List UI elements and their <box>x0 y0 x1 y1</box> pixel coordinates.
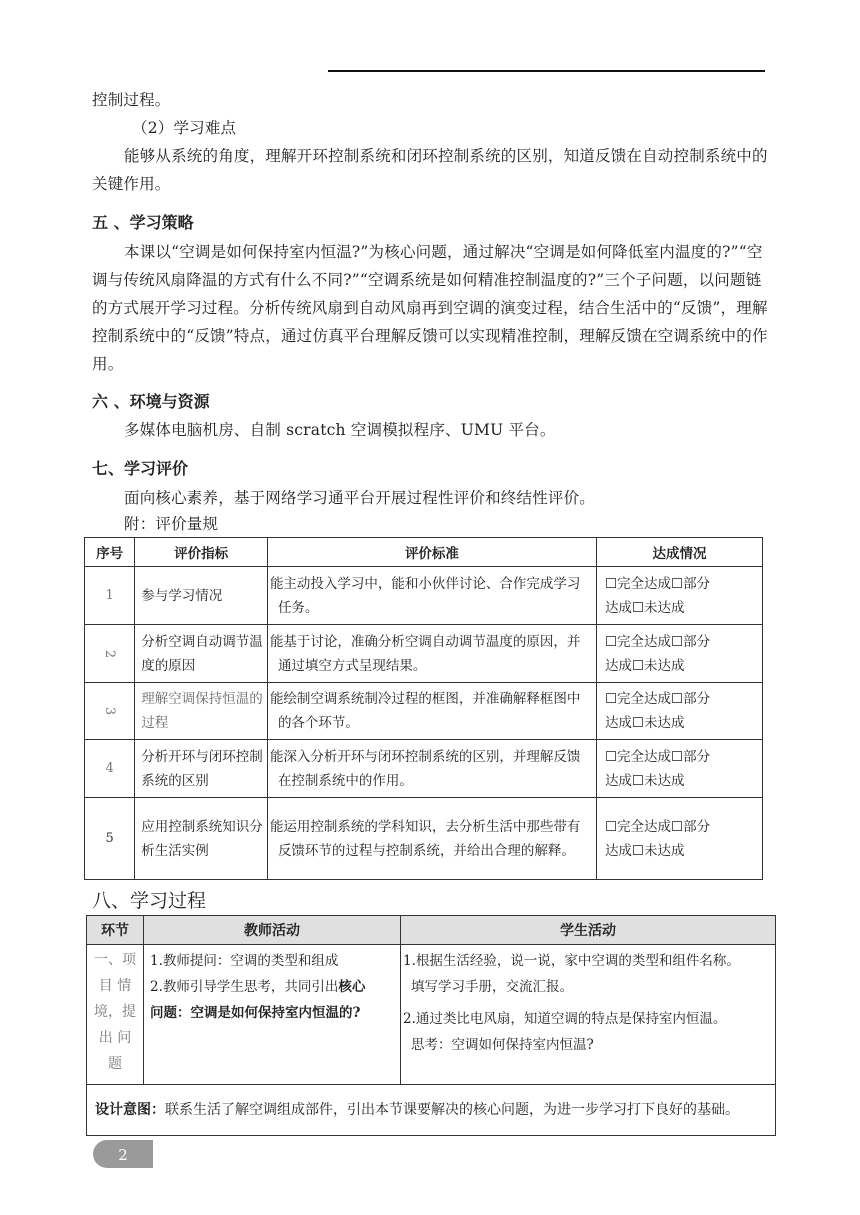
student-line: 填写学习手册，交流汇报。 <box>411 979 573 995</box>
section7-text: 面向核心素养，基于网络学习通平台开展过程性评价和终结性评价。 <box>124 489 596 507</box>
table-row <box>85 683 763 740</box>
row-num: 4 <box>85 740 135 798</box>
table-header-row <box>87 916 776 945</box>
table-row <box>85 740 763 798</box>
result-line: 达成☐未达成 <box>604 657 685 674</box>
row-indicator: 应用控制系统知识分析生活实例 <box>135 798 268 880</box>
row-result <box>596 625 762 683</box>
standard-line: 在控制系统中的作用。 <box>277 772 413 789</box>
table-row <box>85 798 763 880</box>
standard-line: 通过填空方式呈现结果。 <box>277 657 427 674</box>
row-indicator: 分析开环与闭环控制系统的区别 <box>135 740 268 798</box>
stage-cell <box>87 945 144 1085</box>
table-row <box>85 625 763 683</box>
result-line: ☐完全达成☐部分 <box>604 633 711 650</box>
row-num <box>85 683 135 740</box>
result-line: ☐完全达成☐部分 <box>604 691 711 707</box>
row-indicator: 参与学习情况 <box>135 567 268 625</box>
standard-line: 任务。 <box>277 599 319 616</box>
page-number-badge: 2 <box>93 1140 153 1168</box>
col-header-student: 学生活动 <box>401 916 776 945</box>
row-standard <box>267 625 596 683</box>
appendix-label: 附：评价量规 <box>124 515 219 533</box>
evaluation-rubric-table <box>84 537 763 880</box>
row-num: 5 <box>85 798 135 880</box>
section8-heading: 八、学习过程 <box>92 890 207 912</box>
standard-line: 能深入分析开环与闭环控制系统的区别，并理解反馈 <box>269 748 581 765</box>
row-result <box>596 567 762 625</box>
section5-text: 本课以“空调是如何保持室内恒温?”为核心问题，通过解决“空调是如何降低室内温度的?”“空调与传统风扇降温的方式有什么不同?”“空调系统是如何精准控制温度的?”三个子问题，以问题链的方式展开学习过程。分析传统风扇到自动风扇再到空调的演变过程，结合生活中的“反馈”，理解控制系统中的“反馈”特点，通过仿真平台理解反馈可以实现精准控制，理解反馈在空调系统中的作用。 <box>92 243 768 373</box>
row-standard <box>267 567 596 625</box>
result-line: ☐完全达成☐部分 <box>604 575 711 592</box>
row-result <box>596 798 762 880</box>
col-header-standard: 评价标准 <box>267 538 596 567</box>
section6-heading: 六 、环境与资源 <box>92 392 210 411</box>
student-line: 1.根据生活经验，说一说，家中空调的类型和组件名称。 <box>403 953 740 969</box>
row-num: 1 <box>85 567 135 625</box>
stage-line: 境，提 <box>94 1004 136 1020</box>
design-label: 设计意图： <box>95 1102 165 1118</box>
table-header-row <box>85 538 763 567</box>
stage-line: 目 情 <box>98 978 132 994</box>
teacher-activity-cell <box>144 945 401 1085</box>
intro-tail: 控制过程。 <box>92 91 171 109</box>
table-row <box>85 567 763 625</box>
teacher-text: 2.教师引导学生思考，共同引出 <box>150 979 339 995</box>
result-line: 达成☐未达成 <box>604 772 685 789</box>
result-line: 达成☐未达成 <box>604 842 685 859</box>
standard-line: 反馈环节的过程与控制系统，并给出合理的解释。 <box>277 842 575 859</box>
col-header-result: 达成情况 <box>596 538 762 567</box>
student-line: 思考：空调如何保持室内恒温? <box>411 1037 594 1053</box>
student-activity-cell <box>401 945 776 1085</box>
result-line: 达成☐未达成 <box>604 599 685 616</box>
row-num-text: 2 <box>102 649 118 658</box>
design-text: 联系生活了解空调组成部件，引出本节课要解决的核心问题，为进一步学习打下良好的基础。 <box>165 1102 739 1118</box>
standard-line: 的各个环节。 <box>277 715 359 731</box>
teacher-line <box>150 974 396 1000</box>
stage-line: 题 <box>108 1056 122 1072</box>
standard-line: 能运用控制系统的学科知识，去分析生活中那些带有 <box>269 818 581 835</box>
student-line: 2.通过类比电风扇，知道空调的特点是保持室内恒温。 <box>403 1011 727 1027</box>
stage-line: 出 问 <box>98 1030 132 1046</box>
col-header-teacher: 教师活动 <box>144 916 401 945</box>
stage-line: 一、项 <box>94 952 136 968</box>
row-indicator: 理解空调保持恒温的过程 <box>135 683 268 740</box>
standard-line: 能主动投入学习中，能和小伙伴讨论、合作完成学习 <box>269 575 581 592</box>
col-header-num: 序号 <box>85 538 135 567</box>
result-line: ☐完全达成☐部分 <box>604 818 711 835</box>
result-line: ☐完全达成☐部分 <box>604 748 711 765</box>
row-num-text: 3 <box>102 706 118 716</box>
core-question: 问题：空调是如何保持室内恒温的? <box>150 1005 361 1021</box>
section5-heading: 五 、学习策略 <box>92 213 194 232</box>
standard-line: 能基于讨论，准确分析空调自动调节温度的原因，并 <box>269 633 581 650</box>
teacher-bold-text: 核心 <box>338 979 366 995</box>
result-line: 达成☐未达成 <box>604 715 685 731</box>
col-header-indicator: 评价指标 <box>135 538 268 567</box>
header-rule <box>328 70 765 72</box>
table-row <box>87 1085 776 1136</box>
row-result <box>596 683 762 740</box>
row-num <box>85 625 135 683</box>
section7-heading: 七、学习评价 <box>92 459 189 478</box>
row-result <box>596 740 762 798</box>
row-standard <box>267 798 596 880</box>
table-row <box>87 945 776 1085</box>
col-header-stage: 环节 <box>87 916 144 945</box>
difficulty-heading: （2）学习难点 <box>132 119 237 137</box>
design-intent-cell <box>87 1085 776 1136</box>
section6-text: 多媒体电脑机房、自制 scratch 空调模拟程序、UMU 平台。 <box>124 421 556 439</box>
difficulty-text: 能够从系统的角度，理解开环控制系统和闭环控制系统的区别，知道反馈在自动控制系统中的关键作用。 <box>92 147 768 193</box>
row-standard <box>267 683 596 740</box>
row-standard <box>267 740 596 798</box>
standard-line: 能绘制空调系统制冷过程的框图，并准确解释框图中 <box>269 691 581 707</box>
learning-process-table <box>86 915 776 1136</box>
teacher-line: 1.教师提问：空调的类型和组成 <box>150 953 339 969</box>
row-indicator: 分析空调自动调节温度的原因 <box>135 625 268 683</box>
